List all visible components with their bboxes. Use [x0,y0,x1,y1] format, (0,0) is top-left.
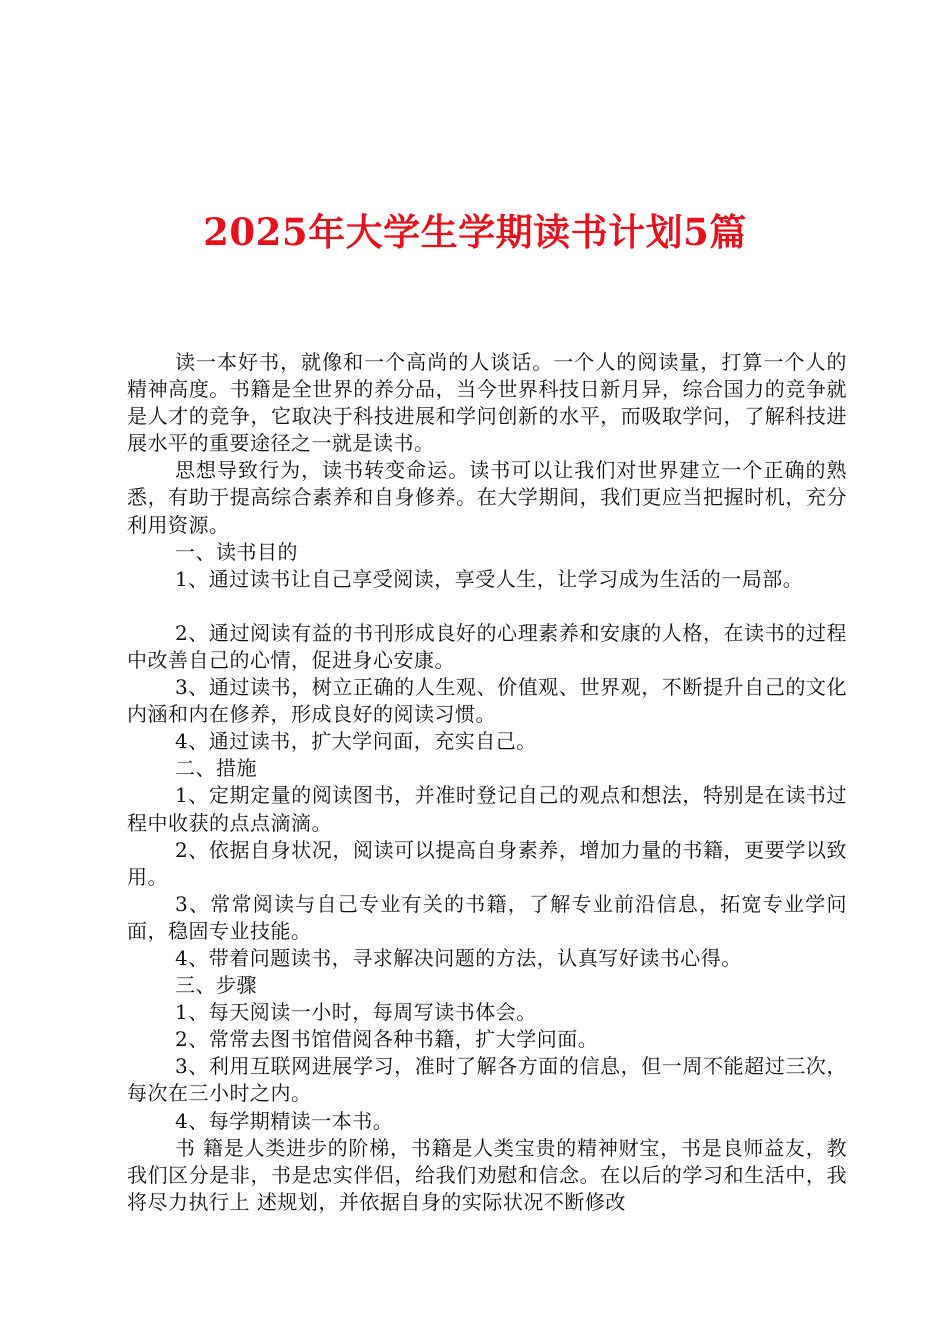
purpose-item-3: 3、通过读书，树立正确的人生观、价值观、世界观，不断提升自己的文化内涵和内在修养，形成良好的阅读习惯。 [127,675,847,727]
document-body [127,349,847,1216]
step-item-1: 1、每天阅读一小时，每周写读书体会。 [175,1000,537,1025]
paragraph-thought: 思想导致行为，读书转变命运。读书可以让我们对世界建立一个正确的熟悉，有助于提高综合素养和自身修养。在大学期间，我们更应当把握时机，充分利用资源。 [127,458,847,537]
step-item-2: 2、常常去图书馆借阅各种书籍，扩大学问面。 [175,1027,599,1052]
section-heading-measures: 二、措施 [175,756,257,781]
purpose-item-1: 1、通过读书让自己享受阅读，享受人生，让学习成为生活的一局部。 [175,566,804,591]
paragraph-conclusion: 书 籍是人类进步的阶梯，书籍是人类宝贵的精神财宝，书是良师益友，教我们区分是非，书是忠实伴侣，给我们劝慰和信念。在以后的学习和生活中，我将尽力执行上 述规划，并依据自身的实际状况不断修改 [127,1135,847,1214]
purpose-item-2: 2、通过阅读有益的书刊形成良好的心理素养和安康的人格，在读书的过程中改善自己的心情，促进身心安康。 [127,620,847,672]
section-heading-purpose: 一、读书目的 [175,539,298,564]
step-item-4: 4、每学期精读一本书。 [175,1108,394,1133]
document-title: 2025年大学生学期读书计划5篇 [203,210,747,254]
measure-item-2: 2、依据自身状况，阅读可以提高自身素养，增加力量的书籍，更要学以致用。 [127,837,847,889]
measure-item-3: 3、常常阅读与自己专业有关的书籍，了解专业前沿信息，拓宽专业学问面，稳固专业技能。 [127,891,847,943]
paragraph-intro: 读一本好书，就像和一个高尚的人谈话。一个人的阅读量，打算一个人的精神高度。书籍是全世界的养分品，当今世界科技日新月异，综合国力的竞争就是人才的竞争，它取决于科技进展和学问创新的水平，而吸取学问，了解科技进展水平的重要途径之一就是读书。 [127,350,847,456]
blank-line [127,593,847,620]
step-item-3: 3、利用互联网进展学习，准时了解各方面的信息，但一周不能超过三次，每次在三小时之内。 [127,1054,847,1106]
measure-item-4: 4、带着问题读书，寻求解决问题的方法，认真写好读书心得。 [175,945,742,970]
section-heading-steps: 三、步骤 [175,973,257,998]
purpose-item-4: 4、通过读书，扩大学问面，充实自己。 [175,729,537,754]
measure-item-1: 1、定期定量的阅读图书，并准时登记自己的观点和想法，特别是在读书过程中收获的点点滴滴。 [127,783,847,835]
